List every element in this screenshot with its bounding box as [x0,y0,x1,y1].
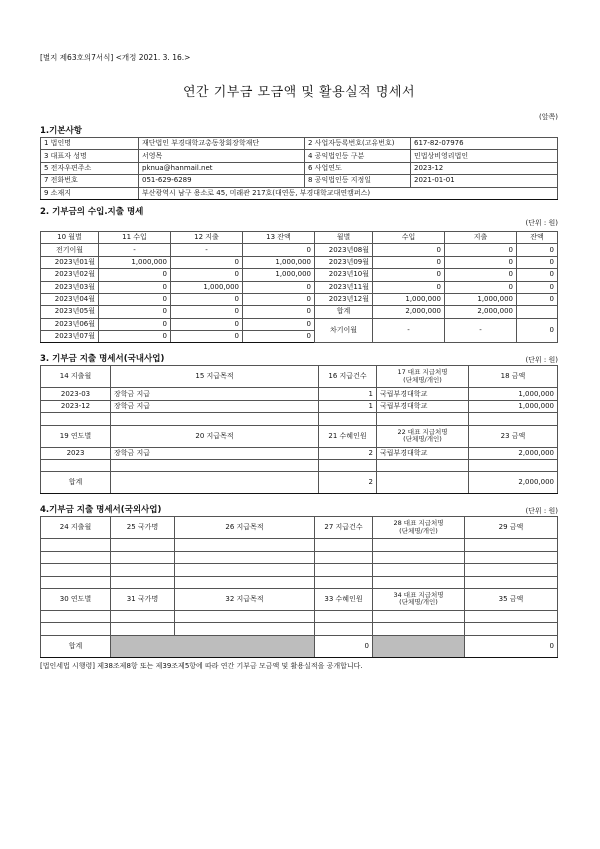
empty-cell [373,576,465,588]
amount-cell: 0 [99,331,171,343]
footnote: [법인세법 시행령] 제38조제8항 또는 제39조제5항에 따라 연간 기부금 모금액 및 활용실적을 공개합니다. [40,661,363,670]
address-row [41,187,558,199]
amount-cell: - [445,318,517,343]
amount-cell: 1,000,000 [469,400,558,412]
column-header: 24 지출월 [41,517,111,539]
amount-cell: 0 [373,281,445,293]
empty-cell [319,460,377,472]
basic-info-table [40,137,558,200]
month-cell: 2023년01월 [41,256,99,268]
income-expense-header [41,231,558,243]
amount-cell: - [171,244,243,256]
month-cell: 2023년02월 [41,269,99,281]
amount-cell: 1,000,000 [469,388,558,400]
column-header [377,366,469,388]
income-expense-row [41,318,558,330]
field-value: pknua@hanmail.net [139,162,305,174]
empty-cell [111,460,319,472]
column-header-line: 28 대표 지급처명 [393,519,444,528]
count-cell: 2 [319,447,377,459]
amount-cell: 0 [243,244,315,256]
amount-cell: 0 [517,318,558,343]
column-header: 18 금액 [469,366,558,388]
month-cell: 2023년11월 [315,281,373,293]
domestic-monthly-row [41,388,558,400]
amount-cell: 0 [517,281,558,293]
overseas-header-yearly [41,588,558,610]
income-expense-row [41,256,558,268]
month-cell: 2023년06월 [41,318,99,330]
section3-unit: (단위 : 원) [525,356,558,365]
purpose-cell: 장학금 지급 [111,400,319,412]
domestic-yearly-row [41,447,558,459]
empty-row [41,413,558,425]
column-header-line: (단체명/개인) [399,526,438,535]
section3-title: 3. 기부금 지출 명세서(국내사업) [40,354,165,365]
empty-cell [377,460,469,472]
basic-info-row [41,138,558,150]
recipient-cell: 국립부경대학교 [377,447,469,459]
field-value: 2023-12 [411,162,558,174]
column-header: 21 수혜인원 [319,425,377,447]
empty-row [41,551,558,563]
total-label: 합계 [41,472,111,494]
amount-cell: 0 [99,293,171,305]
amount-cell: 0 [373,244,445,256]
amount-cell: 1,000,000 [243,269,315,281]
column-header: 35 금액 [465,588,558,610]
month-cell: 2023년12월 [315,293,373,305]
year-cell: 2023 [41,447,111,459]
empty-cell [111,551,175,563]
field-label: 9 소재지 [41,187,139,199]
basic-info-row [41,150,558,162]
amount-cell: 0 [243,306,315,318]
month-cell: 2023년10월 [315,269,373,281]
column-header: 19 연도별 [41,425,111,447]
empty-cell [175,576,315,588]
amount-cell: - [99,244,171,256]
amount-cell: 0 [171,306,243,318]
empty-cell [377,413,469,425]
column-header-line: (단체명/개인) [403,375,442,384]
total-label: 합계 [315,306,373,318]
empty-cell [373,551,465,563]
empty-cell [41,551,111,563]
domestic-expense-table [40,365,558,494]
column-header [377,425,469,447]
empty-cell [465,576,558,588]
column-header: 31 국가명 [111,588,175,610]
month-cell: 2023년04월 [41,293,99,305]
amount-cell: 2,000,000 [469,447,558,459]
empty-cell [373,610,465,622]
empty-row [41,460,558,472]
field-label: 4 공익법인등 구분 [305,150,411,162]
column-header: 27 지급건수 [315,517,373,539]
amount-cell: 1,000,000 [99,256,171,268]
amount-cell: 0 [445,269,517,281]
empty-cell [41,539,111,551]
field-label: 5 전자우편주소 [41,162,139,174]
empty-row [41,564,558,576]
month-cell: 2023년03월 [41,281,99,293]
column-header: 29 금액 [465,517,558,539]
column-header: 수입 [373,231,445,243]
empty-row [41,623,558,635]
amount-cell: 0 [99,269,171,281]
amount-cell: - [373,318,445,343]
amount-cell: 0 [171,318,243,330]
month-cell: 전기이월 [41,244,99,256]
column-header: 13 잔액 [243,231,315,243]
empty-cell [469,413,558,425]
empty-cell [41,576,111,588]
empty-cell [465,610,558,622]
empty-cell [175,539,315,551]
document-title: 연간 기부금 모금액 및 활용실적 명세서 [182,85,416,100]
amount-cell: 0 [171,331,243,343]
month-cell: 2023년05월 [41,306,99,318]
form-number: [별지 제63호의7서식] <개정 2021. 3. 16.> [40,53,191,62]
amount-cell: 0 [517,293,558,305]
empty-cell [315,564,373,576]
column-header: 30 연도별 [41,588,111,610]
empty-cell [175,551,315,563]
column-header-line: 17 대표 지급처명 [397,368,448,377]
field-value: 051-629-6289 [139,175,305,187]
column-header [373,517,465,539]
empty-cell [377,472,469,494]
amount-cell: 0 [243,293,315,305]
shaded-cell [111,635,315,657]
domestic-header-yearly [41,425,558,447]
field-label: 2 사업자등록번호(고유번호) [305,138,411,150]
recipient-cell: 국립부경대학교 [377,388,469,400]
empty-cell [315,576,373,588]
amount-cell: 2,000,000 [469,472,558,494]
field-value: 2021-01-01 [411,175,558,187]
amount-cell: 1,000,000 [373,293,445,305]
amount-cell: 0 [465,635,558,657]
column-header: 23 금액 [469,425,558,447]
column-header: 12 지출 [171,231,243,243]
empty-cell [41,564,111,576]
field-value: 서영목 [139,150,305,162]
month-cell: 2023년08월 [315,244,373,256]
field-value: 617-82-07976 [411,138,558,150]
field-label: 7 전화번호 [41,175,139,187]
amount-cell: 0 [243,318,315,330]
amount-cell: 0 [445,281,517,293]
empty-cell [175,564,315,576]
count-cell: 1 [319,400,377,412]
empty-cell [469,460,558,472]
month-cell: 2023-03 [41,388,111,400]
amount-cell: 0 [99,306,171,318]
domestic-header-monthly [41,366,558,388]
income-expense-row [41,293,558,305]
empty-cell [465,539,558,551]
field-label: 6 사업연도 [305,162,411,174]
amount-cell: 0 [243,281,315,293]
amount-cell: 0 [445,256,517,268]
field-label: 1 법인명 [41,138,139,150]
empty-cell [41,610,111,622]
empty-cell [111,564,175,576]
empty-cell [175,610,315,622]
column-header: 25 국가명 [111,517,175,539]
empty-cell [111,539,175,551]
empty-cell [41,623,111,635]
amount-cell [517,306,558,318]
column-header-line: 22 대표 지급처명 [397,427,448,436]
recipient-cell: 국립부경대학교 [377,400,469,412]
column-header: 잔액 [517,231,558,243]
column-header: 20 지급목적 [111,425,319,447]
empty-cell [41,413,111,425]
empty-cell [111,413,319,425]
month-cell: 2023년07월 [41,331,99,343]
column-header-line: (단체명/개인) [399,598,438,607]
amount-cell: 0 [171,293,243,305]
address-value: 부산광역시 남구 용소로 45, 미래관 217호(대연동, 부경대학교대연캠퍼스) [139,187,558,199]
empty-cell [111,472,319,494]
amount-cell: 0 [517,244,558,256]
carry-label: 차기이월 [315,318,373,343]
column-header: 14 지출월 [41,366,111,388]
field-value: 민법상비영리법인 [411,150,558,162]
empty-cell [373,623,465,635]
empty-cell [465,623,558,635]
column-header: 10 월별 [41,231,99,243]
section1-title: 1.기본사항 [40,126,82,136]
amount-cell: 0 [171,269,243,281]
empty-cell [111,610,175,622]
empty-cell [41,460,111,472]
purpose-cell: 장학금 지급 [111,388,319,400]
total-label: 합계 [41,635,111,657]
empty-cell [315,623,373,635]
domestic-total-row [41,472,558,494]
amount-cell: 0 [373,269,445,281]
overseas-total-row [41,635,558,657]
column-header [373,588,465,610]
amount-cell: 0 [445,244,517,256]
field-label: 3 대표자 성명 [41,150,139,162]
overseas-header-monthly [41,517,558,539]
basic-info-row [41,162,558,174]
amount-cell: 0 [99,281,171,293]
column-header: 월별 [315,231,373,243]
month-cell: 2023년09월 [315,256,373,268]
column-header-line: 34 대표 지급처명 [393,590,444,599]
field-label: 8 공익법인등 지정일 [305,175,411,187]
empty-cell [315,610,373,622]
overseas-expense-table [40,516,558,657]
column-header: 16 지급건수 [319,366,377,388]
domestic-monthly-row [41,400,558,412]
amount-cell: 2,000,000 [445,306,517,318]
empty-cell [373,539,465,551]
empty-cell [111,623,175,635]
income-expense-row [41,281,558,293]
amount-cell: 1,000,000 [171,281,243,293]
amount-cell: 0 [373,256,445,268]
income-expense-table [40,231,558,344]
count-cell: 0 [315,635,373,657]
amount-cell: 2,000,000 [373,306,445,318]
column-header: 32 지급목적 [175,588,315,610]
empty-row [41,610,558,622]
spacer-row [41,576,558,588]
empty-cell [175,623,315,635]
empty-cell [319,413,377,425]
empty-row [41,539,558,551]
section2-unit: (단위 : 원) [525,218,558,227]
count-cell: 2 [319,472,377,494]
section2-title: 2. 기부금의 수입.지출 명세 [40,206,144,217]
side-note: (앞쪽) [539,113,558,121]
column-header: 지출 [445,231,517,243]
count-cell: 1 [319,388,377,400]
amount-cell: 0 [171,256,243,268]
amount-cell: 0 [243,331,315,343]
income-expense-row [41,269,558,281]
column-header-line: (단체명/개인) [403,435,442,444]
empty-cell [111,576,175,588]
month-cell: 2023-12 [41,400,111,412]
basic-info-row [41,175,558,187]
empty-cell [315,551,373,563]
field-value: 재단법인 부경대학교총동창회장학재단 [139,138,305,150]
column-header: 11 수입 [99,231,171,243]
shaded-cell [373,635,465,657]
amount-cell: 1,000,000 [445,293,517,305]
column-header: 33 수혜인원 [315,588,373,610]
section4-title: 4.기부금 지출 명세서(국외사업) [40,505,162,516]
column-header: 15 지급목적 [111,366,319,388]
empty-cell [465,564,558,576]
amount-cell: 1,000,000 [243,256,315,268]
income-expense-row [41,244,558,256]
form-page [40,52,558,671]
amount-cell: 0 [99,318,171,330]
section4-unit: (단위 : 원) [525,507,558,516]
empty-cell [465,551,558,563]
purpose-cell: 장학금 지급 [111,447,319,459]
amount-cell: 0 [517,269,558,281]
empty-cell [373,564,465,576]
income-expense-row [41,306,558,318]
column-header: 26 지급목적 [175,517,315,539]
amount-cell: 0 [517,256,558,268]
empty-cell [315,539,373,551]
